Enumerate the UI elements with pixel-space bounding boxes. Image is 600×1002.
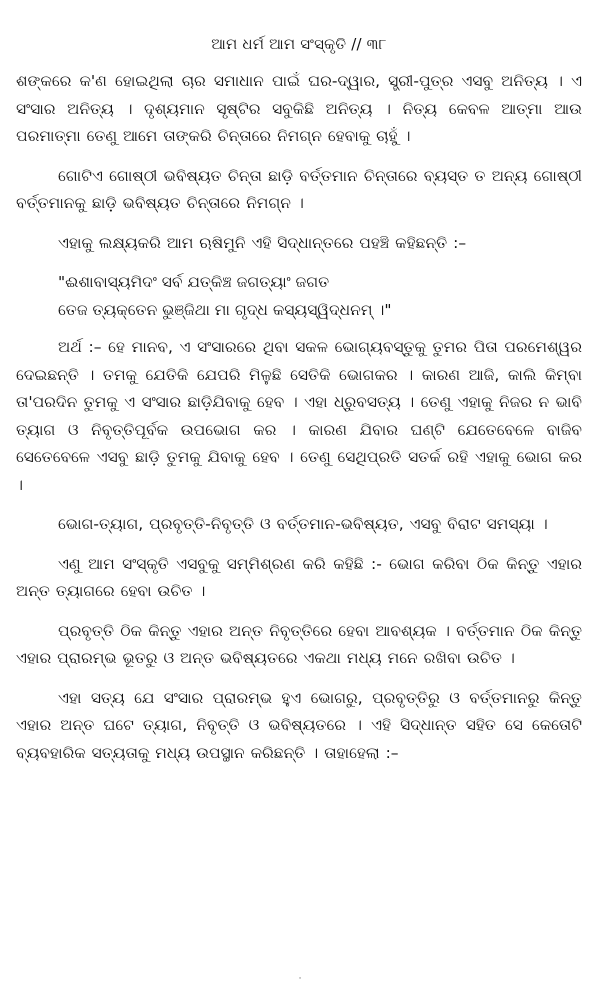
verse-line-1: "ଈଶାବାସ୍ୟମିଦଂ ସର୍ବ ଯତ୍କିଞ୍ଚ ଜଗତ୍ୟାଂ ଜଗତ: [58, 273, 330, 291]
paragraph-3: ଏହାକୁ ଲକ୍ଷ୍ୟକରି ଆମ ଋଷିମୁନି ଏହି ସିଦ୍ଧାନ୍ତରେ ପହଞ୍ଚି କହିଛନ୍ତି :–: [58, 233, 467, 252]
paragraph-meaning: ଅର୍ଥ :– ହେ ମାନବ, ଏ ସଂସାରରେ ଥିବା ସକଳ ଭୋଗ୍ୟବସ୍ତୁକୁ ତୁମର ପିତା ପରମେଶ୍ୱର ଦେଇଛନ୍ତି । ତମକୁ ଯେତିକି ଯେପରି ମିଳୁଛି ସେତିକି ଭୋଗକର । କାରଣ ଆଜି, କାଲି କିମ୍ବା ତା'ପରଦିନ ତୁମକୁ ଏ ସଂସାର ଛାଡ଼ିଯିବାକୁ ହେବ । ଏହା ଧ୍ରୁବସତ୍ୟ । ତେଣୁ ଏହାକୁ ନିଜର ନ ଭାବି ତ୍ୟାଗ ଓ ନିବୃତ୍ତିପୂର୍ବକ ଉପଭୋଗ କର । କାରଣ ଯିବାର ଘଣ୍ଟି ଯେତେବେଳେ ବାଜିବ ସେତେବେଳେ ଏସବୁ ଛାଡ଼ି ତୁମକୁ ଯିବାକୁ ହେବ । ତେଣୁ ସେଥିପ୍ରତି ସତର୍କ ରହି ଏହାକୁ ଭୋଗ କର ।: [16, 338, 582, 494]
sanskrit-verse: [16, 269, 582, 324]
paragraph-8: ଏହା ସତ୍ୟ ଯେ ସଂସାର ପ୍ରାରମ୍ଭ ହୁଏ ଭୋଗରୁ, ପ୍ରବୃତ୍ତିରୁ ଓ ବର୍ତ୍ତମାନରୁ କିନ୍ତୁ ଏହାର ଅନ୍ତ ଘଟେ ତ୍ୟାଗ, ନିବୃତ୍ତି ଓ ଭବିଷ୍ୟତରେ । ଏହି ସିଦ୍ଧାନ୍ତ ସହିତ ସେ କେତୋଟି ବ୍ୟବହାରିକ ସତ୍ୟତାକୁ ମଧ୍ୟ ଉପସ୍ଥାନ କରିଛନ୍ତି । ତାହାହେଲା :–: [16, 688, 582, 762]
paragraph-2: ଗୋଟିଏ ଗୋଷ୍ଠୀ ଭବିଷ୍ୟତ ଚିନ୍ତା ଛାଡ଼ି ବର୍ତ୍ତମାନ ଚିନ୍ତାରେ ବ୍ୟସ୍ତ ତ ଅନ୍ୟ ଗୋଷ୍ଠୀ ବର୍ତ୍ତମାନକୁ ଛାଡ଼ି ଭବିଷ୍ୟତ ଚିନ୍ତାରେ ନିମଗ୍ନ ।: [16, 166, 582, 212]
paragraph-1: ଶଙ୍କରେ କ'ଣ ହୋଇଥିଲା ଚାର ସମାଧାନ ପାଇଁ ଘର-ଦ୍ୱାର, ସ୍ତ୍ରୀ-ପୁତ୍ର ଏସବୁ ଅନିତ୍ୟ । ଏ ସଂସାର ଅନିତ୍ୟ । ଦୃଶ୍ୟମାନ ସୃଷ୍ଟିର ସବୁକିଛି ଅନିତ୍ୟ । ନିତ୍ୟ କେବଳ ଆତ୍ମା ଆଉ ପରମାତ୍ମା ତେଣୁ ଆମେ ତାଙ୍କରି ଚିନ୍ତାରେ ନିମଗ୍ନ ହେବାକୁ ଚାହୁଁ ।: [16, 72, 582, 145]
verse-line-2: ତେଜ ତ୍ୟକ୍ତେନ ଭୁଞ୍ଜିଥା ମା ଗୃଦ୍ଧ କସ୍ୟସ୍ୱିଦ୍ଧନମ୍ ।": [58, 300, 392, 319]
paragraph-6: ଏଣୁ ଆମ ସଂସ୍କୃତି ଏସବୁକୁ ସମ୍ମିଶ୍ରଣ କରି କହିଛି :- ଭୋଗ କରିବା ଠିକ କିନ୍ତୁ ଏହାର ଅନ୍ତ ତ୍ୟାଗରେ ହେବା ଉଚିତ ।: [16, 554, 582, 600]
paragraph-5: ଭୋଗ-ତ୍ୟାଗ, ପ୍ରବୃତ୍ତି-ନିବୃତ୍ତି ଓ ବର୍ତ୍ତମାନ-ଭବିଷ୍ୟତ, ଏସବୁ ବିରାଟ ସମସ୍ୟା ।: [58, 515, 548, 533]
footer-dots: ·: [298, 974, 302, 984]
paragraph-7: ପ୍ରବୃତ୍ତି ଠିକ କିନ୍ତୁ ଏହାର ଅନ୍ତ ନିବୃତ୍ତିରେ ହେବା ଆବଶ୍ୟକ । ବର୍ତ୍ତମାନ ଠିକ କିନ୍ତୁ ଏହାର ପ୍ରାରମ୍ଭ ଭୂତରୁ ଓ ଅନ୍ତ ଭବିଷ୍ୟତରେ ଏକଥା ମଧ୍ୟ ମନେ ରଖିବା ଉଚିତ ।: [16, 621, 582, 667]
running-header: ଆମ ଧର୍ମ ଆମ ସଂସ୍କୃତି // ୩୮: [211, 35, 387, 53]
